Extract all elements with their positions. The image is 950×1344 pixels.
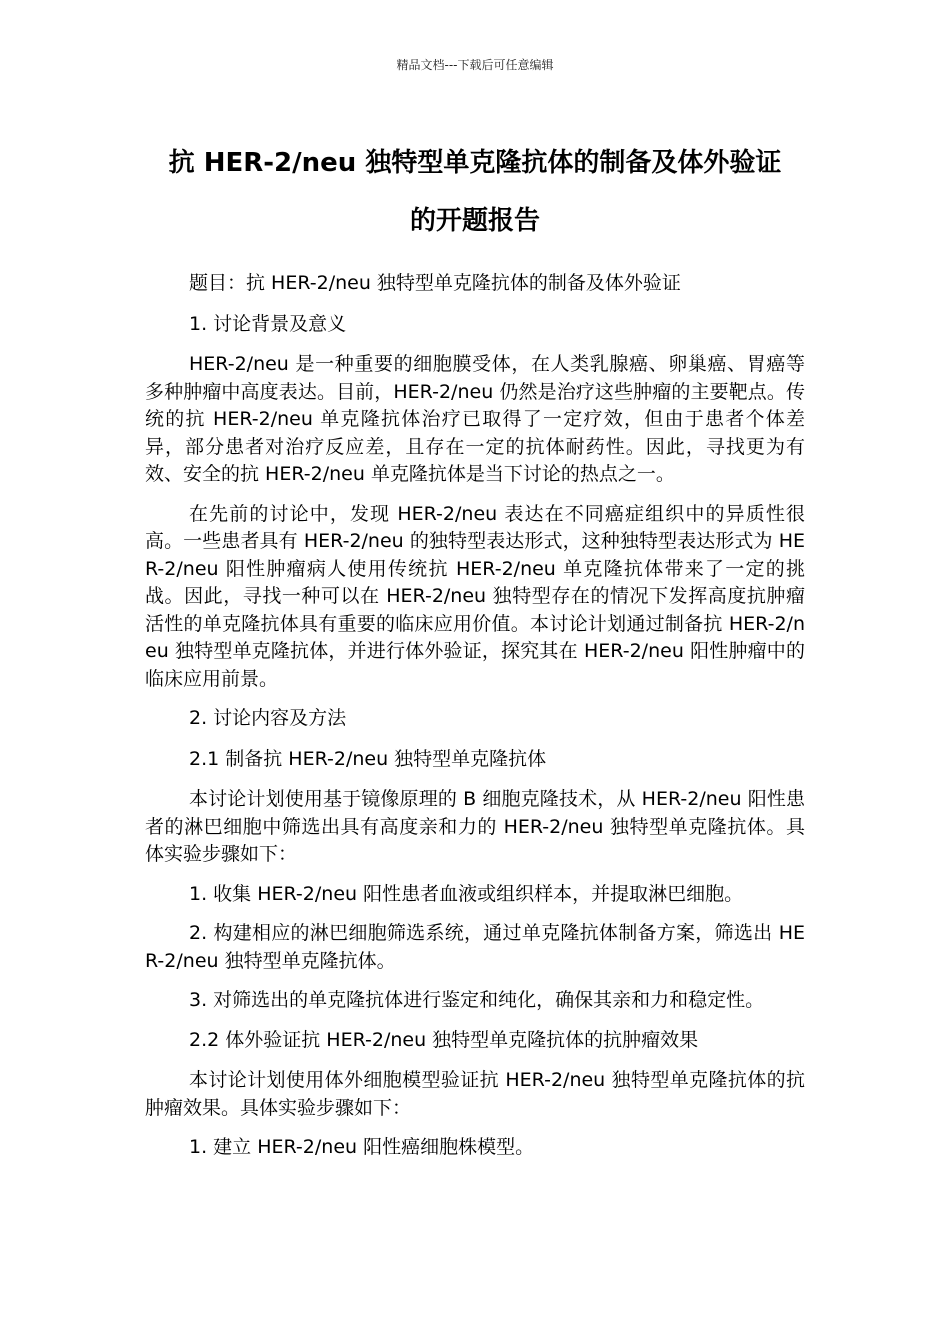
subsection-heading-2-2: 2.2 体外验证抗 HER-2/neu 独特型单克隆抗体的抗肿瘤效果 [189,1028,699,1051]
section-heading-1: 1. 讨论背景及意义 [189,312,347,335]
header-note: 精品文档---下载后可任意编辑 [396,58,554,72]
body-paragraph: 本讨论计划使用基于镜像原理的 B 细胞克隆技术，从 HER-2/neu 阳性患者的淋巴细胞中筛选出具有高度亲和力的 HER-2/neu 独特型单克隆抗体。具体实验步骤如下： [145,788,805,865]
document-title-line-2: 的开题报告 [409,206,540,236]
subsection-heading-2-1: 2.1 制备抗 HER-2/neu 独特型单克隆抗体 [189,747,547,770]
body-paragraph: HER-2/neu 是一种重要的细胞膜受体，在人类乳腺癌、卵巢癌、胃癌等多种肿瘤中高度表达。目前，HER-2/neu 仍然是治疗这些肿瘤的主要靶点。传统的抗 HER-2/neu 单克隆抗体治疗已取得了一定疗效，但由于患者个体差异，部分患者对治疗反应差，且存在一定的抗体耐药性。因此，寻找更为有效、安全的抗 HER-2/neu 单克隆抗体是当下讨论的热点之一。 [145,353,805,485]
list-item: 1. 建立 HER-2/neu 阳性癌细胞株模型。 [189,1136,535,1158]
document-title [120,134,830,250]
body-paragraph: 在先前的讨论中，发现 HER-2/neu 表达在不同癌症组织中的异质性很高。一些患者具有 HER-2/neu 的独特型表达形式，这种独特型表达形式为 HER-2/neu 阳性肿瘤病人使用传统抗 HER-2/neu 单克隆抗体带来了一定的挑战。因此，寻找一种可以在 HER-2/neu 独特型存在的情况下发挥高度抗肿瘤活性的单克隆抗体具有重要的临床应用价值。本讨论计划通过制备抗 HER-2/neu 独特型单克隆抗体，并进行体外验证，探究其在 HER-2/neu 阳性肿瘤中的临床应用前景。 [145,502,805,690]
document-title-line-1: 抗 HER-2/neu 独特型单克隆抗体的制备及体外验证 [168,148,782,178]
list-item: 2. 构建相应的淋巴细胞筛选系统，通过单克隆抗体制备方案，筛选出 HER-2/neu 独特型单克隆抗体。 [145,922,805,972]
body-paragraph: 本讨论计划使用体外细胞模型验证抗 HER-2/neu 独特型单克隆抗体的抗肿瘤效果。具体实验步骤如下： [145,1069,805,1119]
list-item: 3. 对筛选出的单克隆抗体进行鉴定和纯化，确保其亲和力和稳定性。 [189,989,765,1011]
section-heading-2: 2. 讨论内容及方法 [189,707,347,729]
list-item: 1. 收集 HER-2/neu 阳性患者血液或组织样本，并提取淋巴细胞。 [189,882,744,905]
document-body [145,270,805,1174]
topic-line: 题目：抗 HER-2/neu 独特型单克隆抗体的制备及体外验证 [189,272,681,294]
